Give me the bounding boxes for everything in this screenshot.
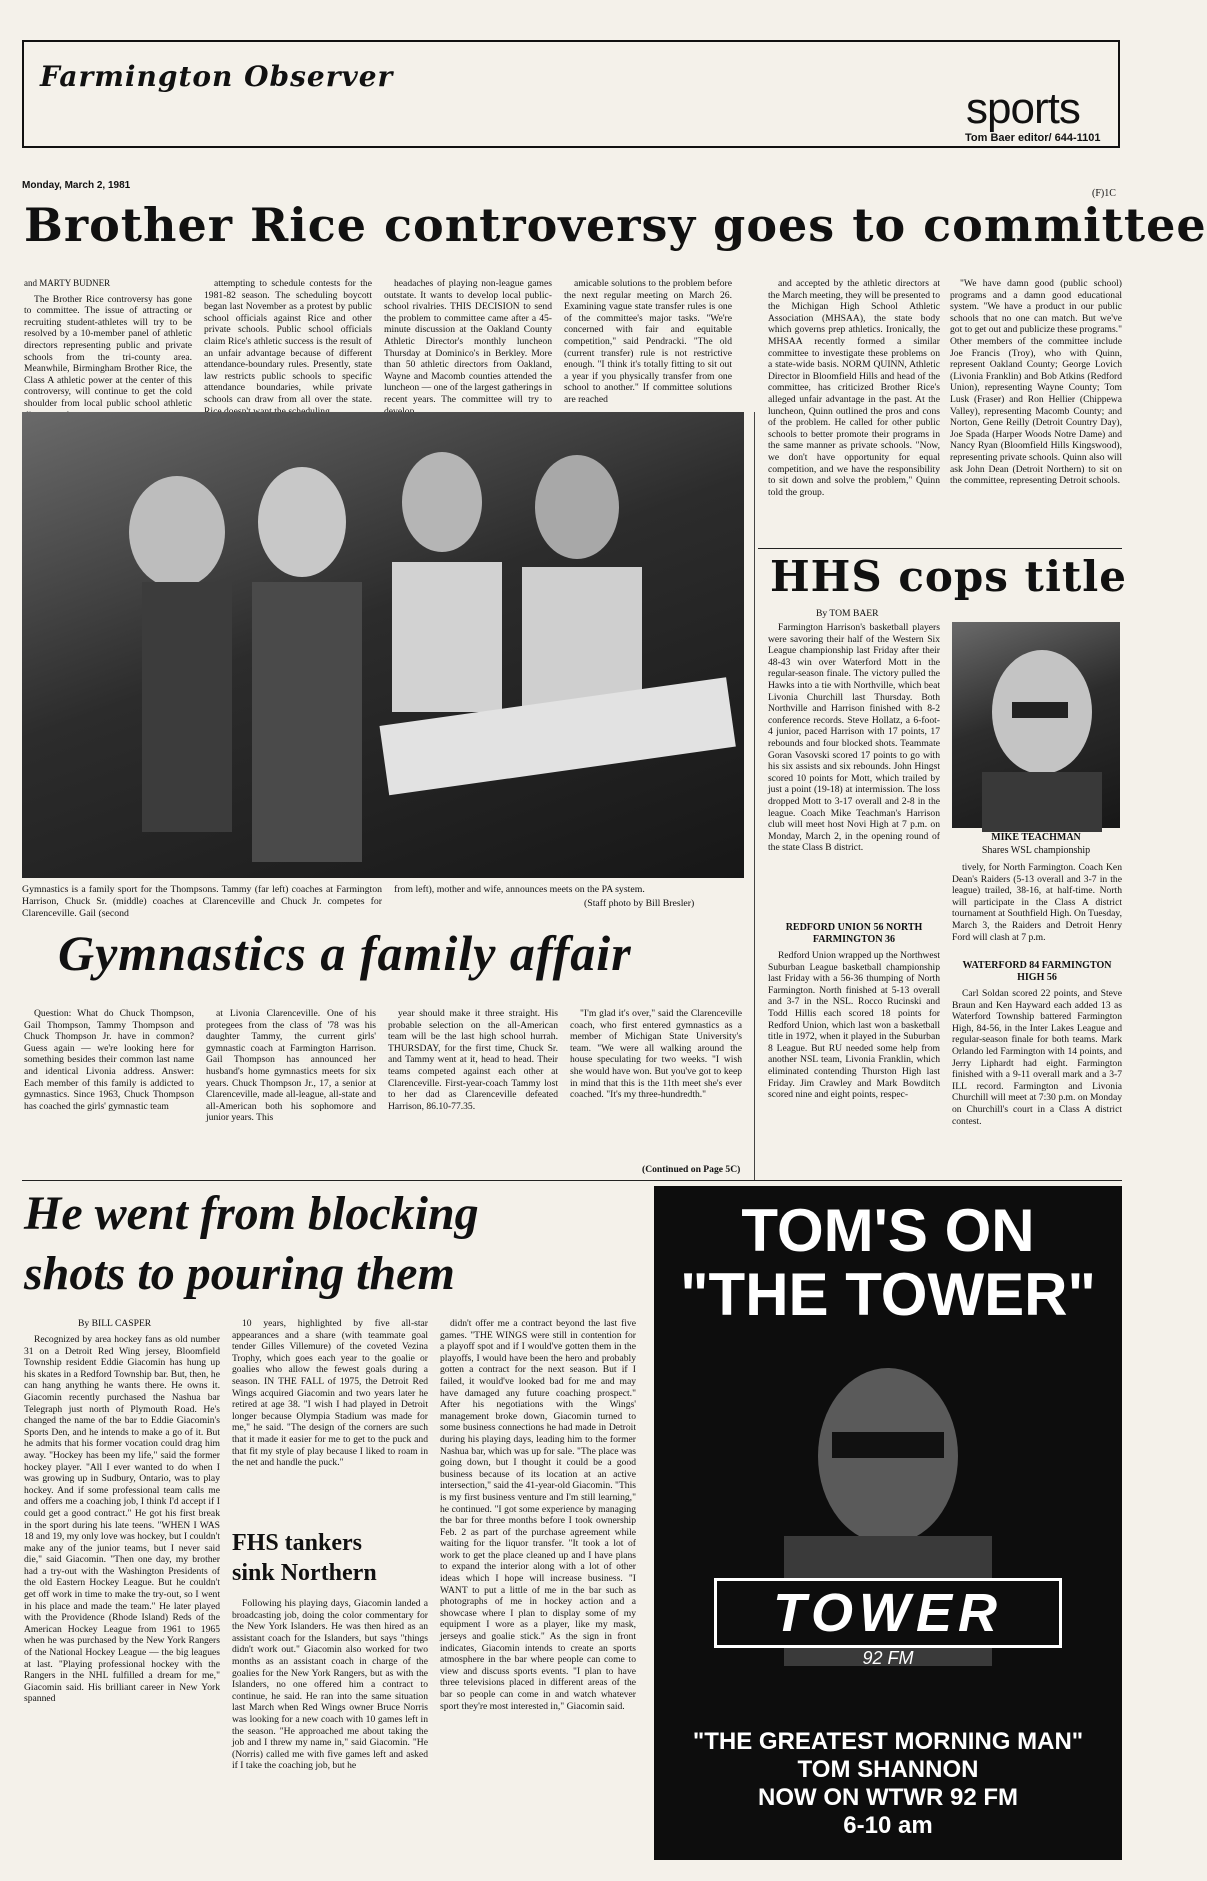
- main-byline: and MARTY BUDNER: [24, 278, 111, 288]
- giacomin-col-3-text: didn't offer me a contract beyond the last five games. "THE WINGS were still in contention for a playoff spot and if I would've gotten them in the playoffs, I would have been the hero and probably gotten a contract for the next season. But if I failed, it would've looked bad for me and may have damaged any future coaching prospect." After his negotiations with the Wings' management broke down, Giacomin turned to some business connections he had made in Detroit during his playing days, leading him to the former Nashua bar, which was up for sale. "The place was going down, but I thought it could be a good business because of its location at an active intersection," said the 41-year-old Giacomin. "This is my first business venture and I'm still learning," he continued. "I got some experience by managing the bar for three months before I took ownership Feb. 2 as part of the purchase agreement while waiting for the liquor transfer. "It took a lot of work to get the place cleaned up and I have plans to expand the interior along with a lot of other ideas which I hope will increase business. "I WANT to put a little of me in the bar such as photographs of me in hockey action and a showcase where I plan to display some of my equipment I wore as a player, like my mask, jerseys and goalie stick." As the sign in front indicates, Giacomin intends to create an sports atmosphere in the bar where people can come to view and discuss sports events. "I plan to have three televisions placed in different areas of the bar so people can come in and watch whatever sport they're most interested in," Giacomin said.: [440, 1318, 636, 1712]
- hhs-col-b-bottom: [952, 988, 1122, 1176]
- section-title: sports: [966, 84, 1080, 133]
- gymnastics-caption-left: Gymnastics is a family sport for the Thompsons. Tammy (far left) coaches at Farmington Harrison, Chuck Sr. (middle) coaches at Clarenceville and Chuck Jr. competes for Clarenceville. Gail (second: [22, 884, 382, 919]
- gymnastics-caption-right: from left), mother and wife, announces meets on the PA system.: [394, 884, 645, 895]
- fhs-subhead: FHS tankers sink Northern: [232, 1530, 377, 1586]
- hhs-col-b-top: [952, 862, 1122, 958]
- hhs-col-a-top: [768, 622, 940, 918]
- gym-col-1-text: Question: What do Chuck Thompson, Gail Thompson, Tammy Thompson and Chuck Thompson Jr. have in common? Guess again — we're looking here for something besides their common last name and identical Livonia address. Answer: Each member of this family is addicted to gymnastics. Since 1963, Chuck Thompson has coached the girls' gymnastic team: [24, 1008, 194, 1112]
- hhs-col-a-bottom-text: Redford Union wrapped up the Northwest Suburban League basketball championship last Friday with a 56-36 thumping of North Farmington. North finished at 5-13 overall and 3-7 in the NSL. Rocco Rucinski and Todd Hillis each scored 18 points for Redford Union, which last won a basketball title in 1972, when it played in the Suburban 8 League. But RU needed some help from another NSL team, Livonia Franklin, which eliminated contending Thurston High last Friday. Jim Crawley and Mark Bowditch scored nine and eight points, respec-: [768, 950, 940, 1101]
- giacomin-col-1-text: Recognized by area hockey fans as old number 31 on a Detroit Red Wing jersey, Bloomfield Township resident Eddie Giacomin has hung up his skates in a Redford Township bar. But, then, he can hang anything he wants there. He owns it. Giacomin recently purchased the Nashua bar Telegraph just north of Plymouth Road. He's changed the name of the bar to Eddie Giacomin's Sports Den, and he intends to make a go of it. But he admits that his former vocation could drag him away. "Hockey has been my life," said the former hockey player. "All I ever wanted to do when I was growing up in Sudbury, Ontario, was to play hockey. And if some professional team calls me and offers me a coaching job, I think I'd accept if I could get a good contract." He got his first break in the sport during his late teens. "WHEN I WAS 18 and 19, my only love was hockey, but I couldn't make any of the junior teams, but I never said die," said Giacomin. "Then one day, my brother had a try-out with the Washington Presidents of the old Eastern Hockey League. But he couldn't get off work in time to make the try-out, so I went in his place and made the team." He later played with the Providence (Rhode Island) Reds of the American Hockey League from 1961 to 1965 when he was purchased by the New York Rangers of the National Hockey League — the big leagues at last. "Playing professional hockey with the Rangers in the NHL fulfilled a dream for me," Giacomin said. His brilliant career in New York spanned: [24, 1334, 220, 1705]
- main-col-5-text: and accepted by the athletic directors at the March meeting, they will be presented to the Michigan High School Athletic Association (MHSAA), the state body which governs prep athletics. Ironically, the MHSAA recently formed a similar committee to investigate these problems on a state-wide basis. NORM QUINN, Athletic Director in Bloomfield Hills and head of the committee, has criticized Brother Rice's alleged unfair advantage in the past. At the luncheon, Quinn outlined the pros and cons of the problem. He called for other public schools to better promote their programs in the same manner as private schools. "Now, we don't have opportunity for equal competition, and we have the responsibility to sit down and solve the problem," Quinn told the group.: [768, 278, 940, 498]
- giacomin-headline-1: He went from blocking: [24, 1187, 479, 1240]
- hhs-col-a-top-text: Farmington Harrison's basketball players were savoring their half of the Western Six League championship last Friday after their 48-43 win over Waterford Mott in the regular-season finale. The victory pulled the Hawks into a tie with Northville, which beat Livonia Churchill last Thursday. Both Northville and Harrison finished with 8-2 conference records. Steve Hollatz, a 6-foot-4 junior, paced Harrison with 17 points, 17 rebounds and four blocked shots. Teammate Goran Vasovski scored 17 points to go with his six assists and six rebounds. John Hingst scored 10 points for Mott, which trailed by just a point (19-18) at intermission. The loss dropped Mott to 3-17 overall and 2-8 in the league. Coach Mike Teachman's Harrison club will meet host Novi High at 7 p.m. on Monday, March 2, in the opening round of the state Class B district.: [768, 622, 940, 854]
- ad-tagline-2: TOM SHANNON: [797, 1756, 979, 1783]
- gym-col-3: [388, 1008, 558, 1176]
- giacomin-headline-2: shots to pouring them: [24, 1247, 455, 1300]
- giacomin-byline: By BILL CASPER: [78, 1318, 152, 1329]
- giacomin-col-2-top-text: 10 years, highlighted by five all-star appearances and a share (with teammate goal tender Gilles Villemure) of the coveted Vezina Trophy, which goes each year to the goalie or goalies who allow the fewest goals during a season. IN THE FALL of 1975, the Detroit Red Wings acquired Giacomin and two years later he retired at age 38. "I wish I had played in Detroit longer because Olympia Stadium was made for me," he said. "The design of the corners are such that it made it easier for me to get to the puck and that fit my style of play because I liked to roam in the net and handle the puck.": [232, 1318, 428, 1469]
- giacomin-col-2-bottom: [232, 1598, 428, 1860]
- main-story-col-1: [24, 278, 192, 408]
- main-col-1-text: The Brother Rice controversy has gone to committee. The issue of attracting or recruiting student-athletes will try to be resolved by a 10-member panel of athletic directors representing public and private schools from the tri-county area. Meanwhile, Birmingham Brother Rice, the Class A athletic power at the center of this controversy, will continue to get the cold shoulder from local public school athletic: [24, 293, 192, 409]
- gymnastics-headline: Gymnastics a family affair: [58, 925, 632, 981]
- main-col-4-text: amicable solutions to the problem before the next regular meeting on March 26. Examining vague state transfer rules is one of the committee's major tasks. "We're concerned with fair and equitable competition," said Pendracki. "The old (current transfer) rule is not restrictive enough. "I think it's totally fitting to sit out a year if you physically transfer from one school to another." If committee solutions are reached: [564, 278, 732, 405]
- tower-logo-sub: 92 FM: [862, 1648, 914, 1668]
- teachman-photo: [952, 622, 1120, 828]
- giacomin-col-1: [24, 1334, 220, 1858]
- hhs-col-b-bottom-text: Carl Soldan scored 22 points, and Steve Braun and Ken Hayward each added 13 as Waterford Township battered Farmington High, 84-56, in the Inter Lakes League and regular-season finale for both teams. Mark Orlando led Farmington with 14 points, and Jerry Liphardt had eight. Farmington finished with a 9-11 overall mark and a 3-7 ILL record. Farmington and Livonia Churchill will meet at 7:30 p.m. on Monday on Churchill's court in a Class A district contest.: [952, 988, 1122, 1127]
- hhs-byline: By TOM BAER: [816, 608, 879, 619]
- ad-tagline-1: "THE GREATEST MORNING MAN": [692, 1728, 1084, 1755]
- gym-col-4-text: "I'm glad it's over," said the Clarenceville coach, who first entered gymnastics as a member of Michigan State University's team. "We were all walking around the house speculating for two weeks. "I wish she would have won. But you've got to keep in mind that this is the 11th meet she's ever coached. "It's my three-hundredth.": [570, 1008, 742, 1101]
- dateline: Monday, March 2, 1981: [22, 180, 131, 191]
- main-col-6-text: "We have damn good (public school) programs and a damn good educational system. "We have a product in our public schools that no one can match. But we've got to get out and publicize these programs." Other members of the committee include Joe Francis (Troy), who with Quinn, represent Oakland County; George Lovich (Livonia Franklin) and Bob Atkins (Redford Union), representing Wayne County; Tom Lusk (Fraser) and Ron Hellier (Chippewa Valley), representing Macomb County; and Norton, Gene Reilly (Detroit Country Day), Joe Spada (Harper Woods Notre Dame) and Nancy Ryan (Bloomfield Hills Kingswood), representing private schools. Quinn also will ask John Dean (Detroit Northern) to sit on the committee, representing Detroit schools.: [950, 278, 1122, 487]
- hhs-col-b-top-text: tively, for North Farmington. Coach Ken Dean's Raiders (5-13 overall and 3-7 in the league) trailed, 38-16, at half-time. North will participate in the Class A district tournament at Southfield High. On Tuesday, March 3, the Raiders and Detroit Henry Ford will clash at 7 p.m.: [952, 862, 1122, 943]
- section-rule: [22, 1180, 1122, 1181]
- hhs-divider: [754, 412, 755, 1180]
- main-col-3-text: headaches of playing non-league games outstate. It wants to develop local public-school rivalries. THIS DECISION to send the problem to committee came after a 45-minute discussion at the Oakland County Athletic Director's monthly luncheon Thursday at Dominico's in Berkley. More than 50 athletic directors from Oakland, Wayne and Macomb counties attended the luncheon — one of the largest gatherings in recent years. The committee will try to: [384, 278, 552, 405]
- teachman-caption-text: Shares WSL championship: [981, 845, 1091, 856]
- editor-line: Tom Baer editor/ 644-1101: [965, 132, 1101, 144]
- subhead-waterford: WATERFORD 84 FARMINGTON HIGH 56: [962, 960, 1112, 983]
- ad-line-2: "THE TOWER": [680, 1261, 1096, 1328]
- hhs-top-rule: [758, 548, 1122, 549]
- gym-col-3-text: year should make it three straight. His probable selection on the all-American team will be the last high school hurrah. THURSDAY, for the first time, Chuck Sr. and Tammy went at it, head to head. Their teams competed against each other at Clarenceville. First-year-coach Tammy lost to her dad as Clarenceville defeated Harrison, 86.10-77.35.: [388, 1008, 558, 1112]
- main-story-col-5: [768, 278, 940, 542]
- main-story-col-4: [564, 278, 732, 408]
- hhs-col-a-bottom: [768, 950, 940, 1176]
- teachman-photo-figure: [952, 622, 1120, 828]
- gym-col-1: [24, 1008, 194, 1176]
- gym-col-2: [206, 1008, 376, 1176]
- paper-name: Farmington Observer: [40, 60, 394, 93]
- giacomin-col-2-bottom-text: Following his playing days, Giacomin landed a broadcasting job, doing the color commentary for the New York Islanders. He was then hired as an assistant coach for the Islanders, but says "things didn't work out." Giacomin also worked for two months as an assistant coach in charge of the goalies for the New York Rangers, but as with the Islanders, no one offered him a contract to continue, he said. He ran into the same situation last March when Red Wings owner Bruce Norris was looking for a new coach with 10 games left in the season. "He approached me about taking the job and I threw my name in," said Giacomin. "He (Norris) called me with five games left and asked if I take the coaching job, but he: [232, 1598, 428, 1772]
- gymnastics-photo-figures: [22, 412, 744, 878]
- continued-note: (Continued on Page 5C): [642, 1164, 741, 1175]
- giacomin-col-3: [440, 1318, 636, 1858]
- photo-credit: (Staff photo by Bill Bresler): [584, 898, 695, 909]
- ad-tagline-3: NOW ON WTWR 92 FM: [758, 1784, 1018, 1811]
- ad-line-1: TOM'S ON: [741, 1197, 1035, 1264]
- hhs-headline: HHS cops title: [770, 552, 1127, 601]
- gym-col-2-text: at Livonia Clarenceville. One of his protegees from the class of '78 was his daughter Tammy, the current girls' gymnastic coach at Farmington Harrison. Gail Thompson has announced her husband's home gymnastics meets for six years. Chuck Thompson Jr., 17, a senior at Clarenceville, made all-league, all-state and all-American both his sophomore and junior years. This: [206, 1008, 376, 1124]
- ad-tagline-4: 6-10 am: [843, 1812, 933, 1839]
- masthead: [22, 40, 1120, 148]
- main-story-col-6: [950, 278, 1122, 542]
- gymnastics-family-photo: [22, 412, 744, 878]
- page-code: (F)1C: [1092, 188, 1116, 199]
- tower-logo: TOWER: [714, 1578, 1062, 1648]
- teachman-caption-name: MIKE TEACHMAN: [991, 832, 1081, 843]
- main-story-col-2: [204, 278, 372, 408]
- main-col-2-text: attempting to schedule contests for the 1981-82 season. The scheduling boycott began last November as a protest by public school officials against Rice and other private schools. Public school officials claim Rice's athletic success is the result of an unfair advantage because of different attendance-boundary rules. Presently, state law restricts public schools to specific attendance boundaries, while private schools can draw from all over the state.: [204, 278, 372, 405]
- gym-col-4: [570, 1008, 742, 1164]
- main-story-col-3: [384, 278, 552, 408]
- giacomin-col-2-top: [232, 1318, 428, 1526]
- main-headline: Brother Rice controversy goes to committee: [24, 198, 1207, 252]
- tower-radio-ad: [654, 1186, 1122, 1860]
- subhead-redford: REDFORD UNION 56 NORTH FARMINGTON 36: [785, 922, 923, 945]
